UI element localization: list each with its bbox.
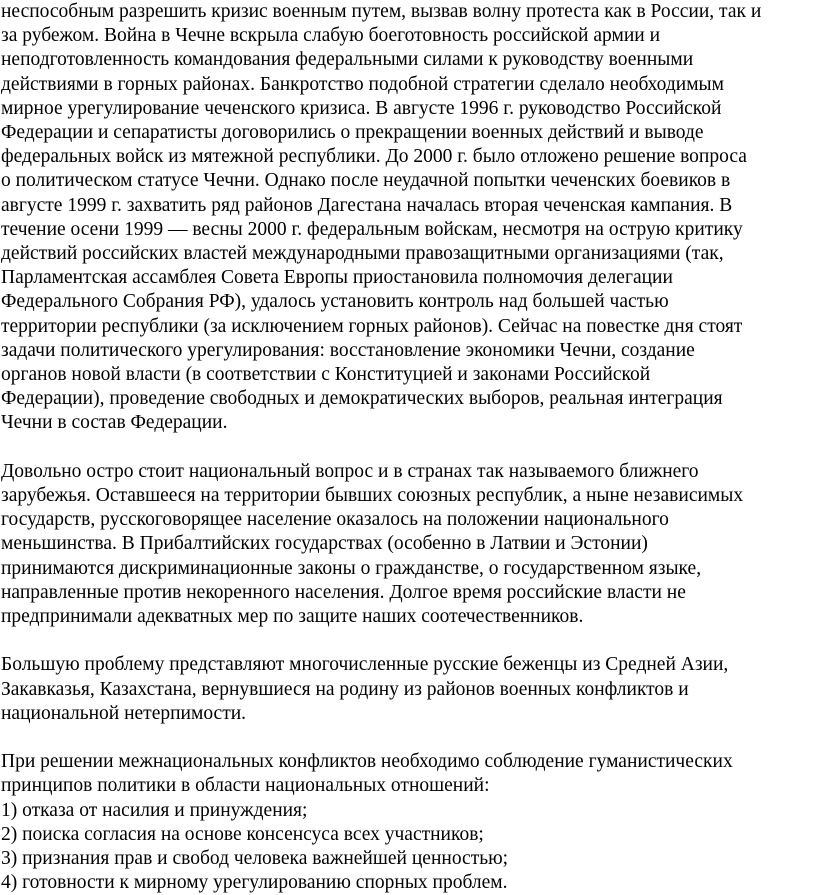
list-item: 1) отказа от насилия и принуждения; — [1, 799, 308, 821]
list-item: 4) готовности к мирному урегулированию спорных проблем. — [1, 872, 508, 894]
text-line: Парламентская ассамблея Совета Европы приостановила полномочия делегации — [1, 267, 673, 289]
text-line: предпринимали адекватных мер по защите наших соотечественников. — [1, 606, 584, 628]
text-line: течение осени 1999 — весны 2000 г. федеральным войскам, несмотря на острую критику — [1, 218, 743, 240]
text-line: Федерации), проведение свободных и демократических выборов, реальная интеграция — [1, 388, 723, 410]
text-line: неподготовленность командования федеральными силами к руководству военными — [1, 49, 694, 71]
text-line: Чечни в состав Федерации. — [1, 412, 228, 434]
text-line: принципов политики в области национальных отношений: — [1, 775, 490, 797]
text-line: меньшинства. В Прибалтийских государствах (особенно в Латвии и Эстонии) — [1, 533, 648, 555]
text-line: органов новой власти (в соответствии с Конституцией и законами Российской — [1, 364, 651, 386]
text-line: Довольно остро стоит национальный вопрос и в странах так называемого ближнего — [1, 460, 699, 482]
paragraph-principles — [1, 750, 816, 895]
text-line: территории республики (за исключением горных районов). Сейчас на повестке дня стоят — [1, 315, 743, 337]
text-line: При решении межнациональных конфликтов необходимо соблюдение гуманистических — [1, 751, 733, 773]
text-line: августе 1999 г. захватить ряд районов Дагестана началась вторая чеченская кампания. В — [1, 194, 733, 216]
text-line: федеральных войск из мятежной республики. До 2000 г. было отложено решение вопроса — [1, 146, 747, 168]
text-line: задачи политического урегулирования: восстановление экономики Чечни, создание — [1, 339, 695, 361]
paragraph-gap — [1, 629, 816, 653]
text-line: зарубежья. Оставшееся на территории бывших союзных республик, а ныне независимых — [1, 485, 744, 507]
paragraph-gap — [1, 436, 816, 460]
text-line: Большую проблему представляют многочисленные русские беженцы из Средней Азии, — [1, 654, 729, 676]
text-line: государств, русскоговорящее население оказалось на положении национального — [1, 509, 669, 531]
text-line: Федерального Собрания РФ), удалось установить контроль над большей частью — [1, 291, 669, 313]
text-line: неспособным разрешить кризис военным путем, вызвав волну протеста как в России, так и — [1, 1, 762, 22]
paragraph-near-abroad — [1, 460, 816, 629]
text-line: о политическом статусе Чечни. Однако после неудачной попытки чеченских боевиков в — [1, 170, 731, 192]
text-line: Федерации и сепаратисты договорились о прекращении военных действий и выводе — [1, 122, 704, 144]
list-item: 3) признания прав и свобод человека важнейшей ценностью; — [1, 848, 509, 870]
list-item: 2) поиска согласия на основе консенсуса всех участников; — [1, 823, 484, 845]
paragraph-refugees — [1, 653, 816, 726]
paragraph-gap — [1, 726, 816, 750]
text-line: действиями в горных районах. Банкротство подобной стратегии сделало необходимым — [1, 73, 724, 95]
text-line: за рубежом. Война в Чечне вскрыла слабую боеготовность российской армии и — [1, 25, 661, 47]
text-line: действий российских властей международными правозащитными организациями (так, — [1, 243, 724, 265]
text-line: направленные против некоренного населения. Долгое время российские власти не — [1, 581, 686, 603]
text-line: мирное урегулирование чеченского кризиса. В августе 1996 г. руководство Российской — [1, 97, 722, 119]
text-line: принимаются дискриминационные законы о гражданстве, о государственном языке, — [1, 557, 702, 579]
text-line: Закавказья, Казахстана, вернувшиеся на родину из районов военных конфликтов и — [1, 678, 689, 700]
paragraph-chechnya — [1, 0, 816, 436]
text-line: национальной нетерпимости. — [1, 702, 247, 724]
